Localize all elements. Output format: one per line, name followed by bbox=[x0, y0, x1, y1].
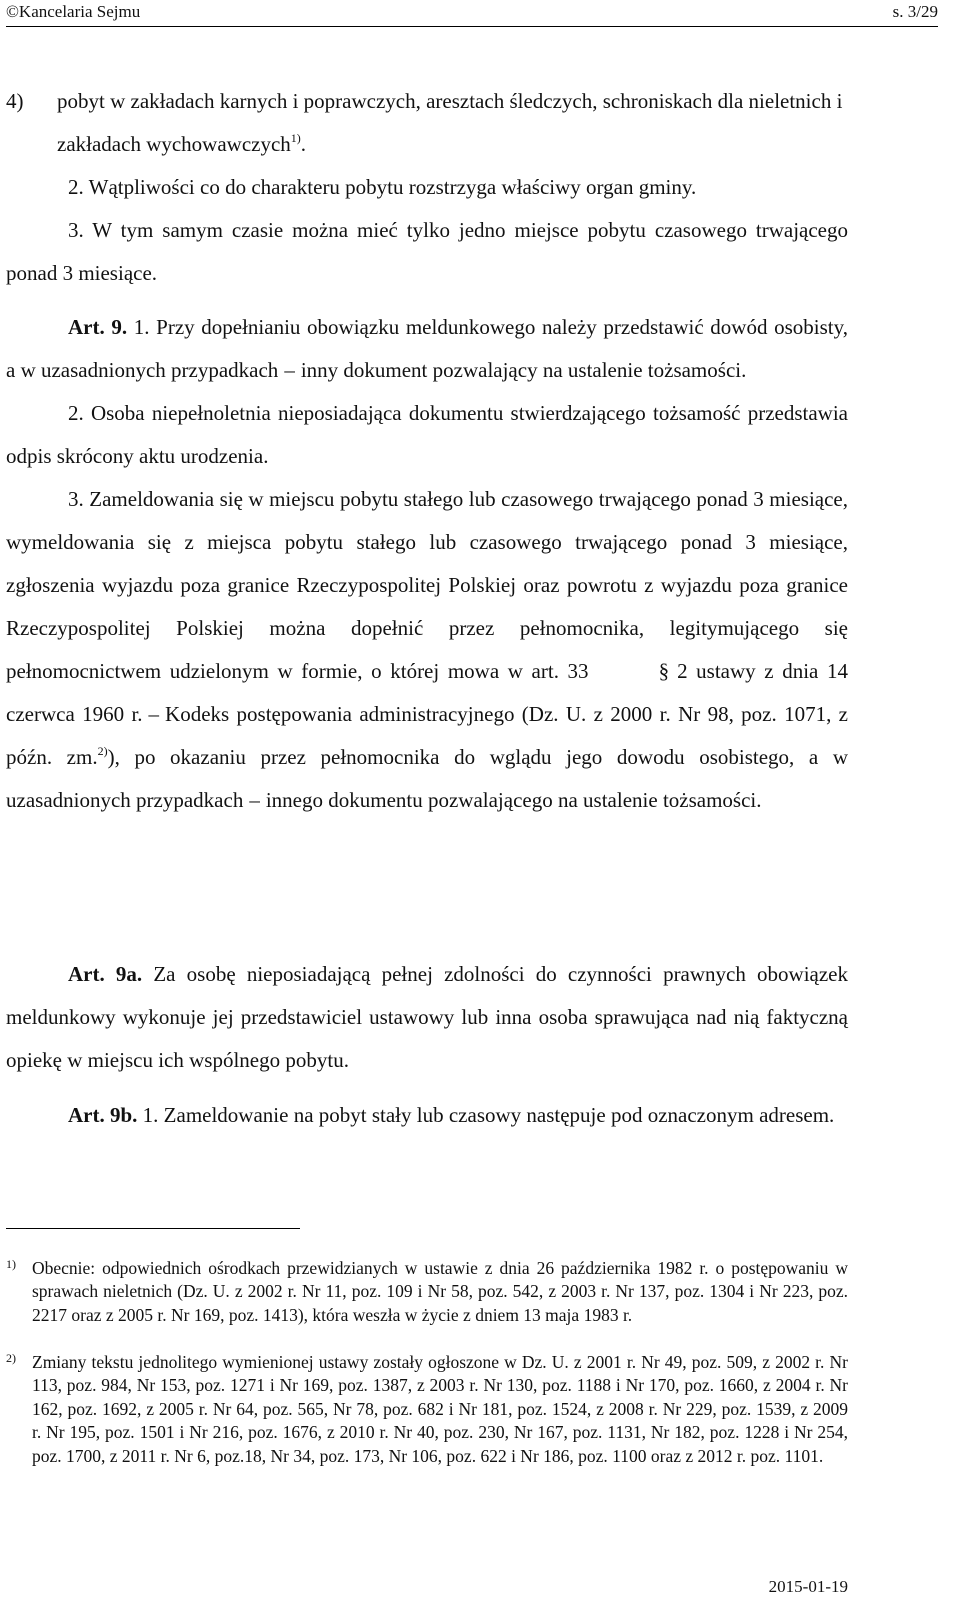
header-source: ©Kancelaria Sejmu bbox=[6, 2, 141, 21]
item-text: pobyt w zakładach karnych i poprawczych, aresztach śledczych, schroniskach dla nieletnich i zakładach wychowawczych$^{1)}$. bbox=[57, 89, 843, 156]
footnote-ref-1[interactable]: 1) bbox=[290, 131, 301, 145]
footer-date: 2015-01-19 bbox=[768, 1577, 848, 1596]
paragraph-art9a: Art. 9a. Za osobę nieposiadającą pełnej zdolności do czynności prawnych obowiązek meldunkowy wykonuje jej przedstawiciel ustawowy lub inna osoba sprawująca nad nią faktyczną opiekę w miejscu ich wspólnego pobytu. bbox=[6, 962, 848, 1072]
footnote-text: Zmiany tekstu jednolitego wymienionej ustawy zostały ogłoszone w Dz. U. z 2001 r. Nr 49, poz. 509, z 2002 r. Nr 113, poz. 984, Nr 153, poz. 1271 i Nr 169, poz. 1387, z 2003 r. Nr 130, poz. 1188 i Nr 170, poz. 1660, z 2004 r. Nr 162, poz. 1692, z 2005 r. Nr 64, poz. 565, Nr 78, poz. 682 i Nr 181, poz. 1524, z 2008 r. Nr 229, poz. 1539, z 2009 r. Nr 195, poz. 1501 i Nr 216, poz. 1676, z 2010 r. Nr 40, poz. 230, Nr 167, poz. 1131, Nr 182, poz. 1228 i Nr 254, poz. 1700, z 2011 r. Nr 6, poz.18, Nr 34, poz. 173, Nr 106, poz. 622 i Nr 186, poz. 1100 oraz z 2012 r. poz. 1101. bbox=[32, 1352, 848, 1466]
item-number: 4) bbox=[6, 89, 24, 113]
paragraph-art9-2: 2. Osoba niepełnoletnia nieposiadająca dokumentu stwierdzającego tożsamość przedstawia odpis skrócony aktu urodzenia. bbox=[6, 401, 848, 468]
art8-section bbox=[6, 166, 848, 295]
art9-section bbox=[6, 306, 848, 822]
art9b-section bbox=[6, 1094, 848, 1137]
article-label: Art. 9. bbox=[68, 315, 128, 339]
list-item bbox=[6, 80, 848, 166]
footnote-ref-2[interactable]: 2) bbox=[97, 744, 108, 758]
page-header bbox=[6, 0, 938, 27]
paragraph-art8-3: 3. W tym samym czasie można mieć tylko jedno miejsce pobytu czasowego trwającego ponad 3 miesiące. bbox=[6, 218, 848, 285]
page-number: s. 3/29 bbox=[892, 2, 938, 21]
footnote-text: Obecnie: odpowiednich ośrodkach przewidzianych w ustawie z dnia 26 października 1982 r. o postępowaniu w sprawach nieletnich (Dz. U. z 2002 r. Nr 11, poz. 109 i Nr 58, poz. 542, z 2003 r. Nr 137, poz. 1304 i Nr 223, poz. 2217 oraz z 2005 r. Nr 169, poz. 1413), która weszła w życie z dniem 13 maja 1983 r. bbox=[32, 1258, 848, 1325]
section-sign: § bbox=[658, 659, 670, 683]
art9a-section bbox=[6, 953, 848, 1082]
footnote-marker: 1) bbox=[6, 1257, 16, 1271]
footnote-divider bbox=[6, 1228, 300, 1229]
footnote-2 bbox=[6, 1351, 848, 1468]
footnote-marker: 2) bbox=[6, 1351, 16, 1365]
footnote-1 bbox=[6, 1257, 848, 1327]
paragraph-art9-1: Art. 9. 1. Przy dopełnianiu obowiązku meldunkowego należy przedstawić dowód osobisty, a w uzasadnionych przypadkach – inny dokument pozwalający na ustalenie tożsamości. bbox=[6, 315, 849, 382]
article-label: Art. 9b. bbox=[68, 1103, 138, 1127]
paragraph-art9b: Art. 9b. 1. Zameldowanie na pobyt stały lub czasowy następuje pod oznaczonym adresem. bbox=[68, 1103, 835, 1127]
paragraph-art8-2: 2. Wątpliwości co do charakteru pobytu rozstrzyga właściwy organ gminy. bbox=[68, 175, 697, 199]
article-label: Art. 9a. bbox=[68, 962, 143, 986]
paragraph-art9-3: 3. Zameldowania się w miejscu pobytu stałego lub czasowego trwającego ponad 3 miesiące, wymeldowania się z miejsca pobytu stałego lub czasowego trwającego ponad 3 miesiące, zgłoszenia wyjazdu poza granice Rzeczypospolitej Polskiej oraz powrotu z wyjazdu poza granice Rzeczypospolitej Polskiej można dopełnić przez pełnomocnika, legitymującego się pełnomocnictwem udzielonym w formie, o której mowa w art. 33 § 2 ustawy z dnia 14 czerwca 1960 r. – Kodeks postępowania administracyjnego (Dz. U. z 2000 r. Nr 98, poz. 1071, z późn. zm.$^{2)}$), po okazaniu przez pełnomocnika do wglądu jego dowodu osobistego, a w uzasadnionych przypadkach – innego dokumentu pozwalającego na ustalenie tożsamości. bbox=[6, 487, 848, 812]
